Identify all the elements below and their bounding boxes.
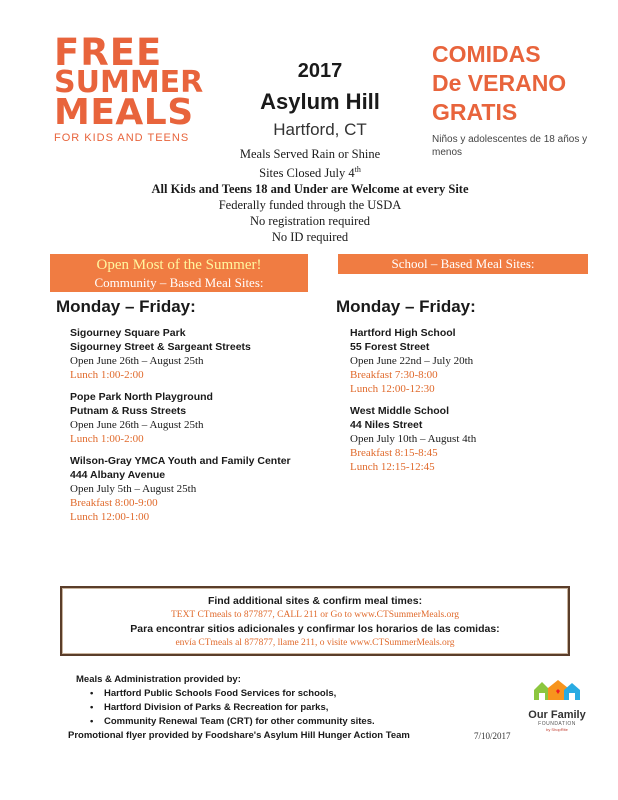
site-dates: Open June 26th – August 25th	[70, 355, 204, 367]
logo-es-line-2: De VERANO	[432, 70, 567, 96]
info-no-id: No ID required	[271, 230, 349, 245]
admin-item: • Community Renewal Team (CRT) for other community sites.	[90, 716, 375, 727]
our-family-foundation-logo	[522, 678, 592, 732]
site-dates: Open June 22nd – July 20th	[350, 355, 474, 367]
title-city: Hartford, CT	[273, 120, 367, 139]
flyer-title	[240, 58, 400, 142]
site-address: 44 Niles Street	[350, 419, 423, 431]
promo-credit: Promotional flyer provided by Foodshare's Asylum Hill Hunger Action Team	[68, 730, 410, 741]
logo-line-meals: MEALS	[54, 92, 194, 133]
site-meal-breakfast: Breakfast 8:15-8:45	[350, 447, 438, 459]
site-address: Putnam & Russ Streets	[70, 405, 187, 417]
site-meal-lunch: Lunch 1:00-2:00	[70, 433, 144, 445]
school-day-title: Monday – Friday:	[336, 297, 476, 316]
find-sites-box	[60, 586, 570, 656]
title-neighborhood: Asylum Hill	[260, 89, 380, 114]
free-summer-meals-logo	[54, 31, 234, 144]
info-all-kids-welcome: All Kids and Teens 18 and Under are Welcome at every Site	[151, 182, 469, 197]
site-address: 55 Forest Street	[350, 341, 430, 353]
administration-section	[68, 673, 516, 743]
logo-es-line-1: COMIDAS	[432, 41, 541, 67]
our-family-by: by ShopRite	[546, 727, 568, 732]
site-dates: Open June 26th – August 25th	[70, 419, 204, 431]
site-wilson-gray-ymca	[70, 454, 336, 524]
school-sites-column	[336, 296, 596, 474]
site-name: West Middle School	[350, 405, 449, 417]
site-meal-lunch: Lunch 1:00-2:00	[70, 369, 144, 381]
logo-es-subtitle: Niños y adolescentes de 18 años y menos	[432, 134, 588, 158]
logo-line-free: FREE	[54, 31, 163, 74]
site-address: 444 Albany Avenue	[70, 469, 166, 481]
find-text-es: envía CTmeals al 877877, llame 211, o visite www.CTSummerMeals.org	[175, 638, 455, 648]
school-banner	[338, 254, 588, 274]
site-dates: Open July 10th – August 4th	[350, 433, 477, 445]
site-meal-breakfast: Breakfast 8:00-9:00	[70, 497, 158, 509]
site-address: Sigourney Street & Sargeant Streets	[70, 341, 251, 353]
find-heading-en: Find additional sites & confirm meal times:	[207, 595, 423, 607]
site-west-middle-school	[350, 404, 596, 474]
flyer-date: 7/10/2017	[474, 731, 511, 741]
admin-heading: Meals & Administration provided by:	[76, 674, 241, 685]
open-most-summer-text: Open Most of the Summer!	[96, 257, 262, 273]
site-meal-breakfast: Breakfast 7:30-8:00	[350, 369, 438, 381]
site-sigourney-square-park	[70, 326, 336, 382]
logo-es-line-3: GRATIS	[432, 99, 518, 125]
site-meal-lunch: Lunch 12:00-12:30	[350, 383, 435, 395]
find-heading-es: Para encontrar sitios adicionales y confirmar los horarios de las comidas:	[130, 623, 500, 635]
community-sites-column	[56, 296, 336, 524]
our-family-subtitle: FOUNDATION	[538, 721, 576, 727]
site-name: Wilson-Gray YMCA Youth and Family Center	[70, 455, 291, 467]
general-info	[100, 146, 520, 245]
comidas-verano-logo	[432, 40, 612, 159]
site-meal-lunch: Lunch 12:00-1:00	[70, 511, 150, 523]
our-family-name: Our Family	[528, 709, 586, 721]
site-meal-lunch: Lunch 12:15-12:45	[350, 461, 435, 473]
find-text-en: TEXT CTmeals to 877877, CALL 211 or Go to www.CTSummerMeals.org	[170, 610, 460, 620]
info-closed-july-4: Sites Closed July 4th	[259, 165, 361, 181]
admin-item: • Hartford Public Schools Food Services for schools,	[90, 688, 337, 699]
admin-item: • Hartford Division of Parks & Recreation for parks,	[90, 702, 329, 713]
site-name: Pope Park North Playground	[70, 391, 213, 403]
admin-list	[90, 687, 516, 729]
site-name: Sigourney Square Park	[70, 327, 186, 339]
info-rain-or-shine: Meals Served Rain or Shine	[239, 147, 381, 161]
community-day-title: Monday – Friday:	[56, 297, 196, 316]
school-sites-heading: School – Based Meal Sites:	[391, 256, 535, 271]
site-hartford-high-school	[350, 326, 596, 396]
info-no-registration: No registration required	[249, 214, 371, 229]
site-dates: Open July 5th – August 25th	[70, 483, 197, 495]
logo-subtitle: FOR KIDS AND TEENS	[54, 132, 190, 144]
houses-icon	[532, 678, 582, 702]
title-year: 2017	[297, 60, 343, 82]
community-sites-heading: Community – Based Meal Sites:	[94, 275, 264, 290]
logo-line-summer: SUMMER	[54, 65, 204, 100]
community-banner	[50, 254, 308, 292]
info-usda: Federally funded through the USDA	[218, 198, 402, 213]
site-name: Hartford High School	[350, 327, 456, 339]
site-pope-park-north	[70, 390, 336, 446]
